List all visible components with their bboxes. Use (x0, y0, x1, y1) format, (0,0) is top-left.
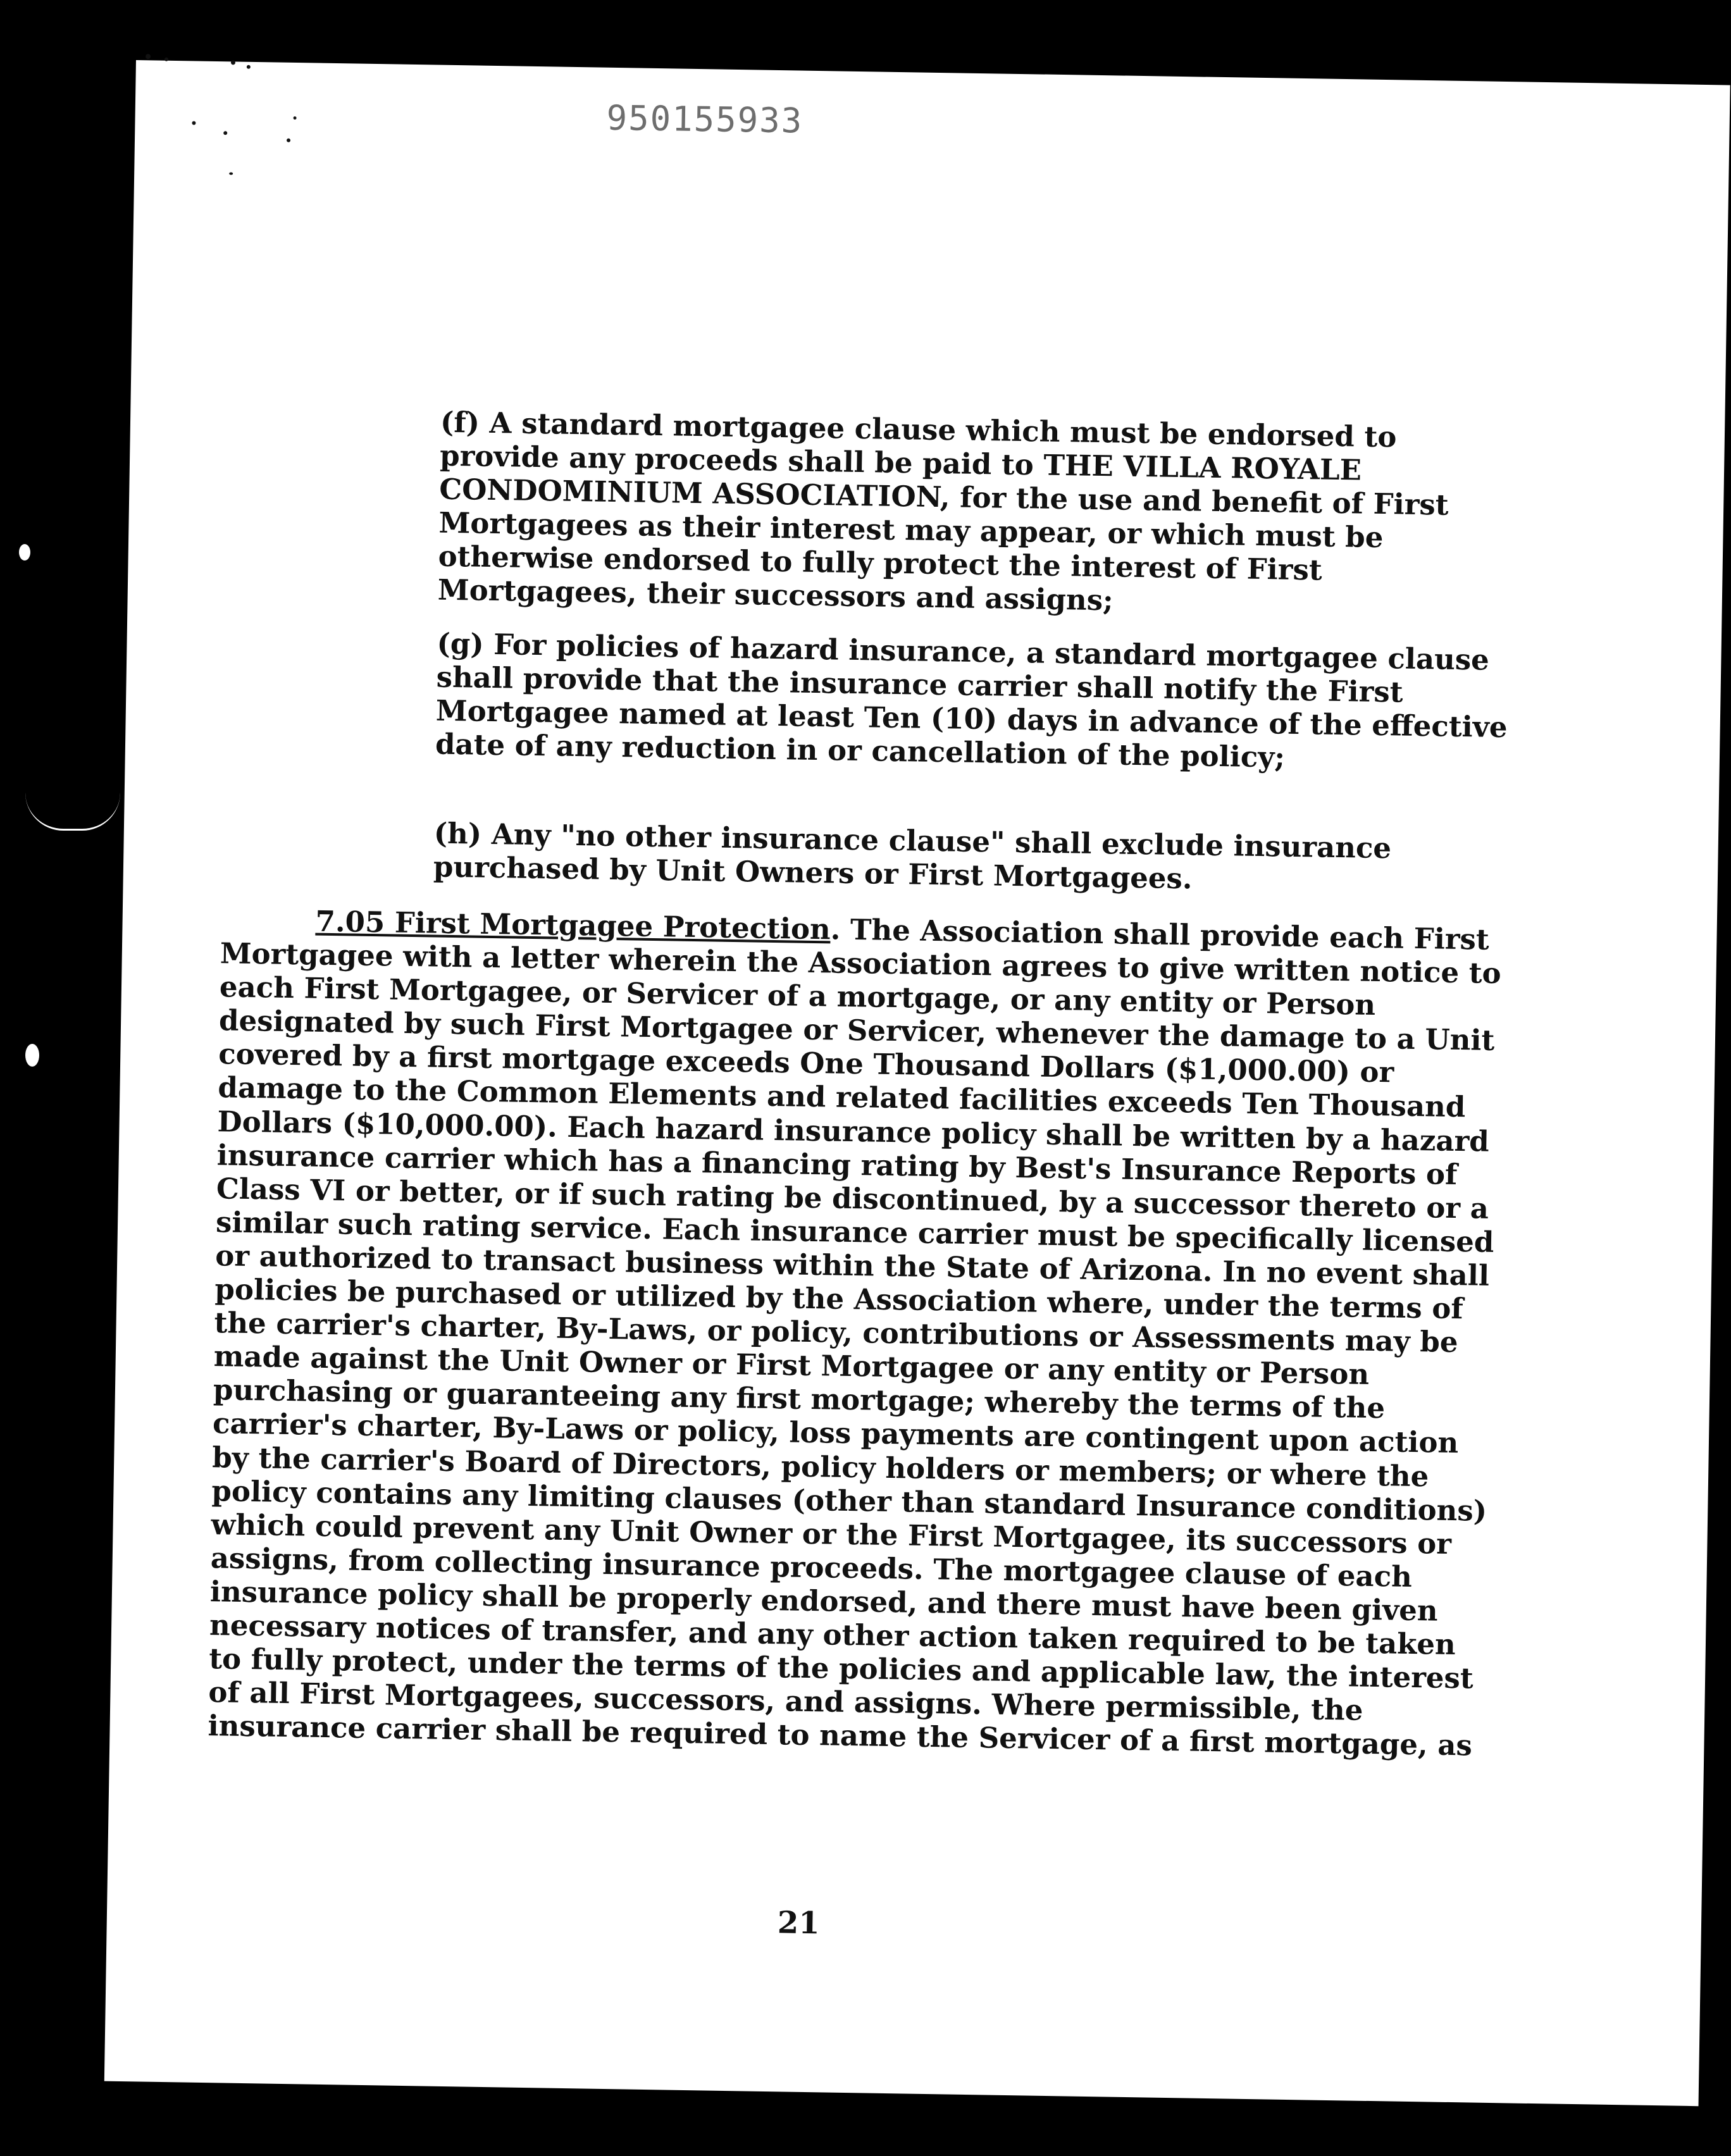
section-body: . The Association shall provide each First Mortgagee with a letter wherein the Association agrees to give written notice to each First Mortgagee, or Servicer of a mortgage, or any entity or Person designated by such First Mortgagee or Servicer, whenever the damage to a Unit covered by a first mortgage exceeds One Thousand Dollars ($1,000.00) or damage to the Common Elements and related facilities exceeds Ten Thousand Dollars ($10,000.00). Each hazard insurance policy shall be written by a hazard insurance carrier which has a financing rating by Best's Insurance Reports of Class VI or better, or if such rating be discontinued, by a successor thereto or a similar such rating service. Each insurance carrier must be specifically licensed or authorized to transact business within the State of Arizona. In no event shall policies be purchased or utilized by the Association where, under the terms of the carrier's charter, By-Laws, or policy, contributions or Assessments may be made against the Unit Owner or First Mortgagee or any entity or Person purchasing or guaranteeing any first mortgage; whereby the terms of the carrier's charter, By-Laws or policy, loss payments are contingent upon action by the carrier's Board of Directors, policy holders or members; or where the policy contains any limiting clauses (other than standard Insurance conditions) which could prevent any Unit Owner or the First Mortgagee, its successors or assigns, from collecting insurance proceeds. The mortgagee clause of each insurance policy shall be properly endorsed, and there must have been given necessary notices of transfer, and any other action taken required to be taken to fully protect, under the terms of the policies and applicable law, the interest of all First Mortgagees, successors, and assigns. Where permissible, the insurance carrier shall be required to name the Servicer of a first mortgage, as (208, 912, 1502, 1763)
scan-scratch (25, 791, 120, 831)
document-id-number: 950155933 (606, 97, 803, 141)
scan-speck (231, 60, 235, 65)
scan-speck (192, 121, 195, 125)
page-number: 21 (777, 1905, 821, 1942)
clause-f: (f) A standard mortgagee clause which must be endorsed to provide any proceeds shall be paid to THE VILLA ROYALE CONDOMINIUM ASSOCIATION, for the use and benefit of First Mortgagees as their interest may appear, or which must be otherwise endorsed to fully protect the interest of First Mortgagees, their successors and assigns; (437, 405, 1449, 617)
section-title: 7.05 First Mortgagee Protection (315, 904, 831, 946)
scan-speck (287, 139, 290, 142)
paper-sheet (104, 60, 1730, 2106)
clause-g: (g) For policies of hazard insurance, a standard mortgagee clause shall provide that the insurance carrier shall notify the First Mortgagee named at least Ten (10) days in advance of the effective date of any reduction in or cancellation of the policy; (435, 626, 1508, 774)
punch-hole (19, 544, 30, 561)
scan-speck (223, 131, 227, 135)
scan-speck (294, 116, 297, 120)
scan-speck (164, 58, 168, 61)
punch-hole (25, 1044, 39, 1067)
clause-h: (h) Any "no other insurance clause" shall exclude insurance purchased by Unit Owners or First Mortgagees. (433, 816, 1392, 896)
section-7-05 (208, 903, 1505, 1763)
scan-speck (146, 54, 151, 59)
scan-speck (229, 172, 233, 175)
scan-speck (247, 65, 251, 69)
